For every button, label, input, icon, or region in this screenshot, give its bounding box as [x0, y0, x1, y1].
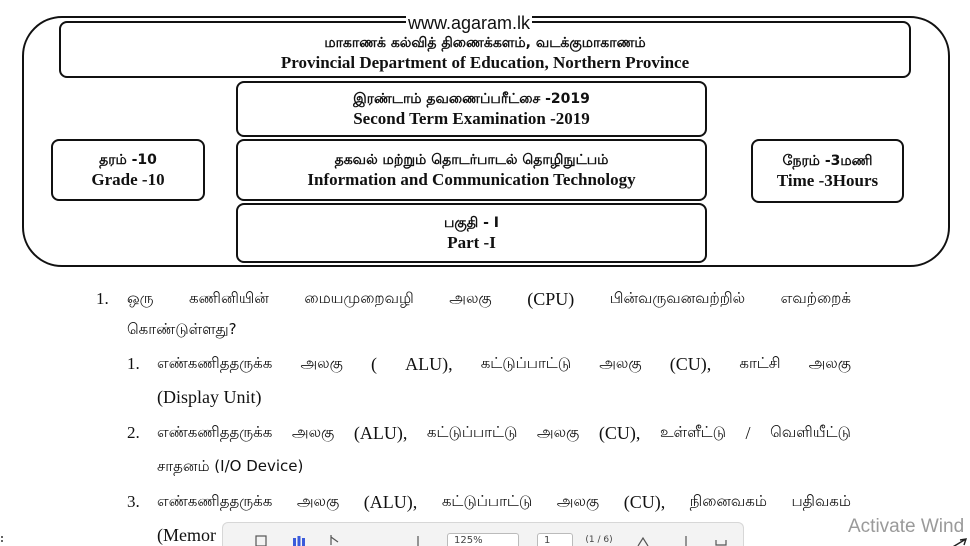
option-word: கட்டுப்பாட்டு [426, 423, 518, 441]
watermark-url: www.agaram.lk [408, 13, 531, 33]
question-line-2: கொண்டுள்ளது? [127, 320, 237, 338]
scroll-edge-icon [0, 532, 8, 546]
part-box [236, 203, 707, 263]
time-box [751, 139, 904, 203]
option-3-line-2 [157, 525, 216, 546]
option-1-line-2 [157, 387, 261, 408]
option-word: கட்டுப்பாட்டு [441, 492, 533, 510]
option-3-line-1 [157, 492, 851, 513]
option-word: காட்சி [739, 354, 781, 372]
activate-windows-watermark: Activate Wind [848, 516, 965, 537]
exam-english: Second Term Examination -2019 [353, 108, 590, 128]
download-icon[interactable] [713, 533, 729, 546]
cursor-select-icon[interactable] [327, 533, 343, 546]
option-word: அலகு [599, 354, 642, 372]
zoom-out-icon[interactable] [411, 533, 425, 546]
page-number-input[interactable]: 1 [537, 533, 573, 546]
time-tamil: நேரம் -3மணி [782, 152, 873, 169]
option-word: (ALU), [353, 423, 408, 443]
option-word: அலகு [808, 354, 851, 372]
exam-tamil: இரண்டாம் தவணைப்பரீட்சை -2019 [353, 90, 590, 107]
grade-box [51, 139, 205, 201]
option-word: அலகு [291, 423, 335, 441]
cursor-arrow-icon [950, 534, 968, 546]
question-number: 1. [96, 289, 109, 308]
option-word: ALU), [405, 354, 453, 374]
question-word: (CPU) [527, 289, 575, 309]
subject-english: Information and Communication Technology [307, 169, 636, 189]
option-word: அலகு [296, 492, 340, 510]
option-word: வெளியீட்டு [770, 423, 851, 441]
thumbnails-icon[interactable] [291, 533, 307, 546]
question-word: கணினியின் [189, 289, 269, 307]
subject-tamil: தகவல் மற்றும் தொடர்பாடல் தொழிநுட்பம் [334, 151, 609, 168]
option-word: / [745, 423, 751, 443]
option-number: 2. [127, 423, 140, 442]
option-word: அலகு [536, 423, 580, 441]
option-word: அலகு [300, 354, 343, 372]
grade-tamil: தரம் -10 [99, 151, 157, 168]
option-word: கட்டுப்பாட்டு [480, 354, 572, 372]
question-word: பின்வருவனவற்றில் [609, 289, 746, 307]
option-word: உள்ளீட்டு [659, 423, 726, 441]
option-2-line-2: சாதனம் (I/O Device) [157, 457, 304, 475]
department-tamil: மாகாணக் கல்வித் திணைக்களம், வடக்குமாகாணம் [324, 35, 646, 51]
grade-english: Grade -10 [91, 169, 165, 189]
option-word: எண்கணிததருக்க [157, 492, 273, 510]
option-word: எண்கணிததருக்க [157, 354, 273, 372]
page-icon[interactable] [253, 533, 269, 546]
rotate-icon[interactable] [635, 533, 651, 546]
question-word: அலகு [449, 289, 492, 307]
question-line-1 [127, 289, 851, 310]
question-word: மையமுறைவழி [304, 289, 414, 307]
time-english: Time -3Hours [776, 170, 879, 190]
fit-page-icon[interactable] [679, 533, 693, 546]
question-word: ஒரு [127, 289, 154, 307]
option-word: (ALU), [363, 492, 418, 512]
option-word: பதிவகம் [791, 492, 851, 510]
part-english: Part -I [447, 232, 496, 252]
option-2-line-1 [157, 423, 851, 444]
option-word: (CU), [669, 354, 712, 374]
option-text: (Display Unit) [157, 387, 262, 407]
page-total: (1 / 6) [585, 535, 613, 545]
option-word: எண்கணிததருக்க [157, 423, 273, 441]
option-text: (Memor [157, 525, 216, 545]
option-word: (CU), [623, 492, 666, 512]
option-1-line-1 [157, 354, 851, 375]
subject-box [236, 139, 707, 201]
option-word: அலகு [556, 492, 600, 510]
pdf-viewer-toolbar [222, 522, 744, 546]
option-word: ( [370, 354, 377, 374]
question-word: எவற்றைக் [780, 289, 851, 307]
option-word: (CU), [598, 423, 641, 443]
option-word: நினைவகம் [689, 492, 767, 510]
option-number: 1. [127, 354, 140, 373]
exam-box [236, 81, 707, 137]
department-english: Provincial Department of Education, Northern Province [280, 53, 690, 72]
part-tamil: பகுதி - I [443, 214, 499, 231]
option-number: 3. [127, 492, 140, 511]
zoom-select[interactable]: 125% [447, 533, 519, 546]
